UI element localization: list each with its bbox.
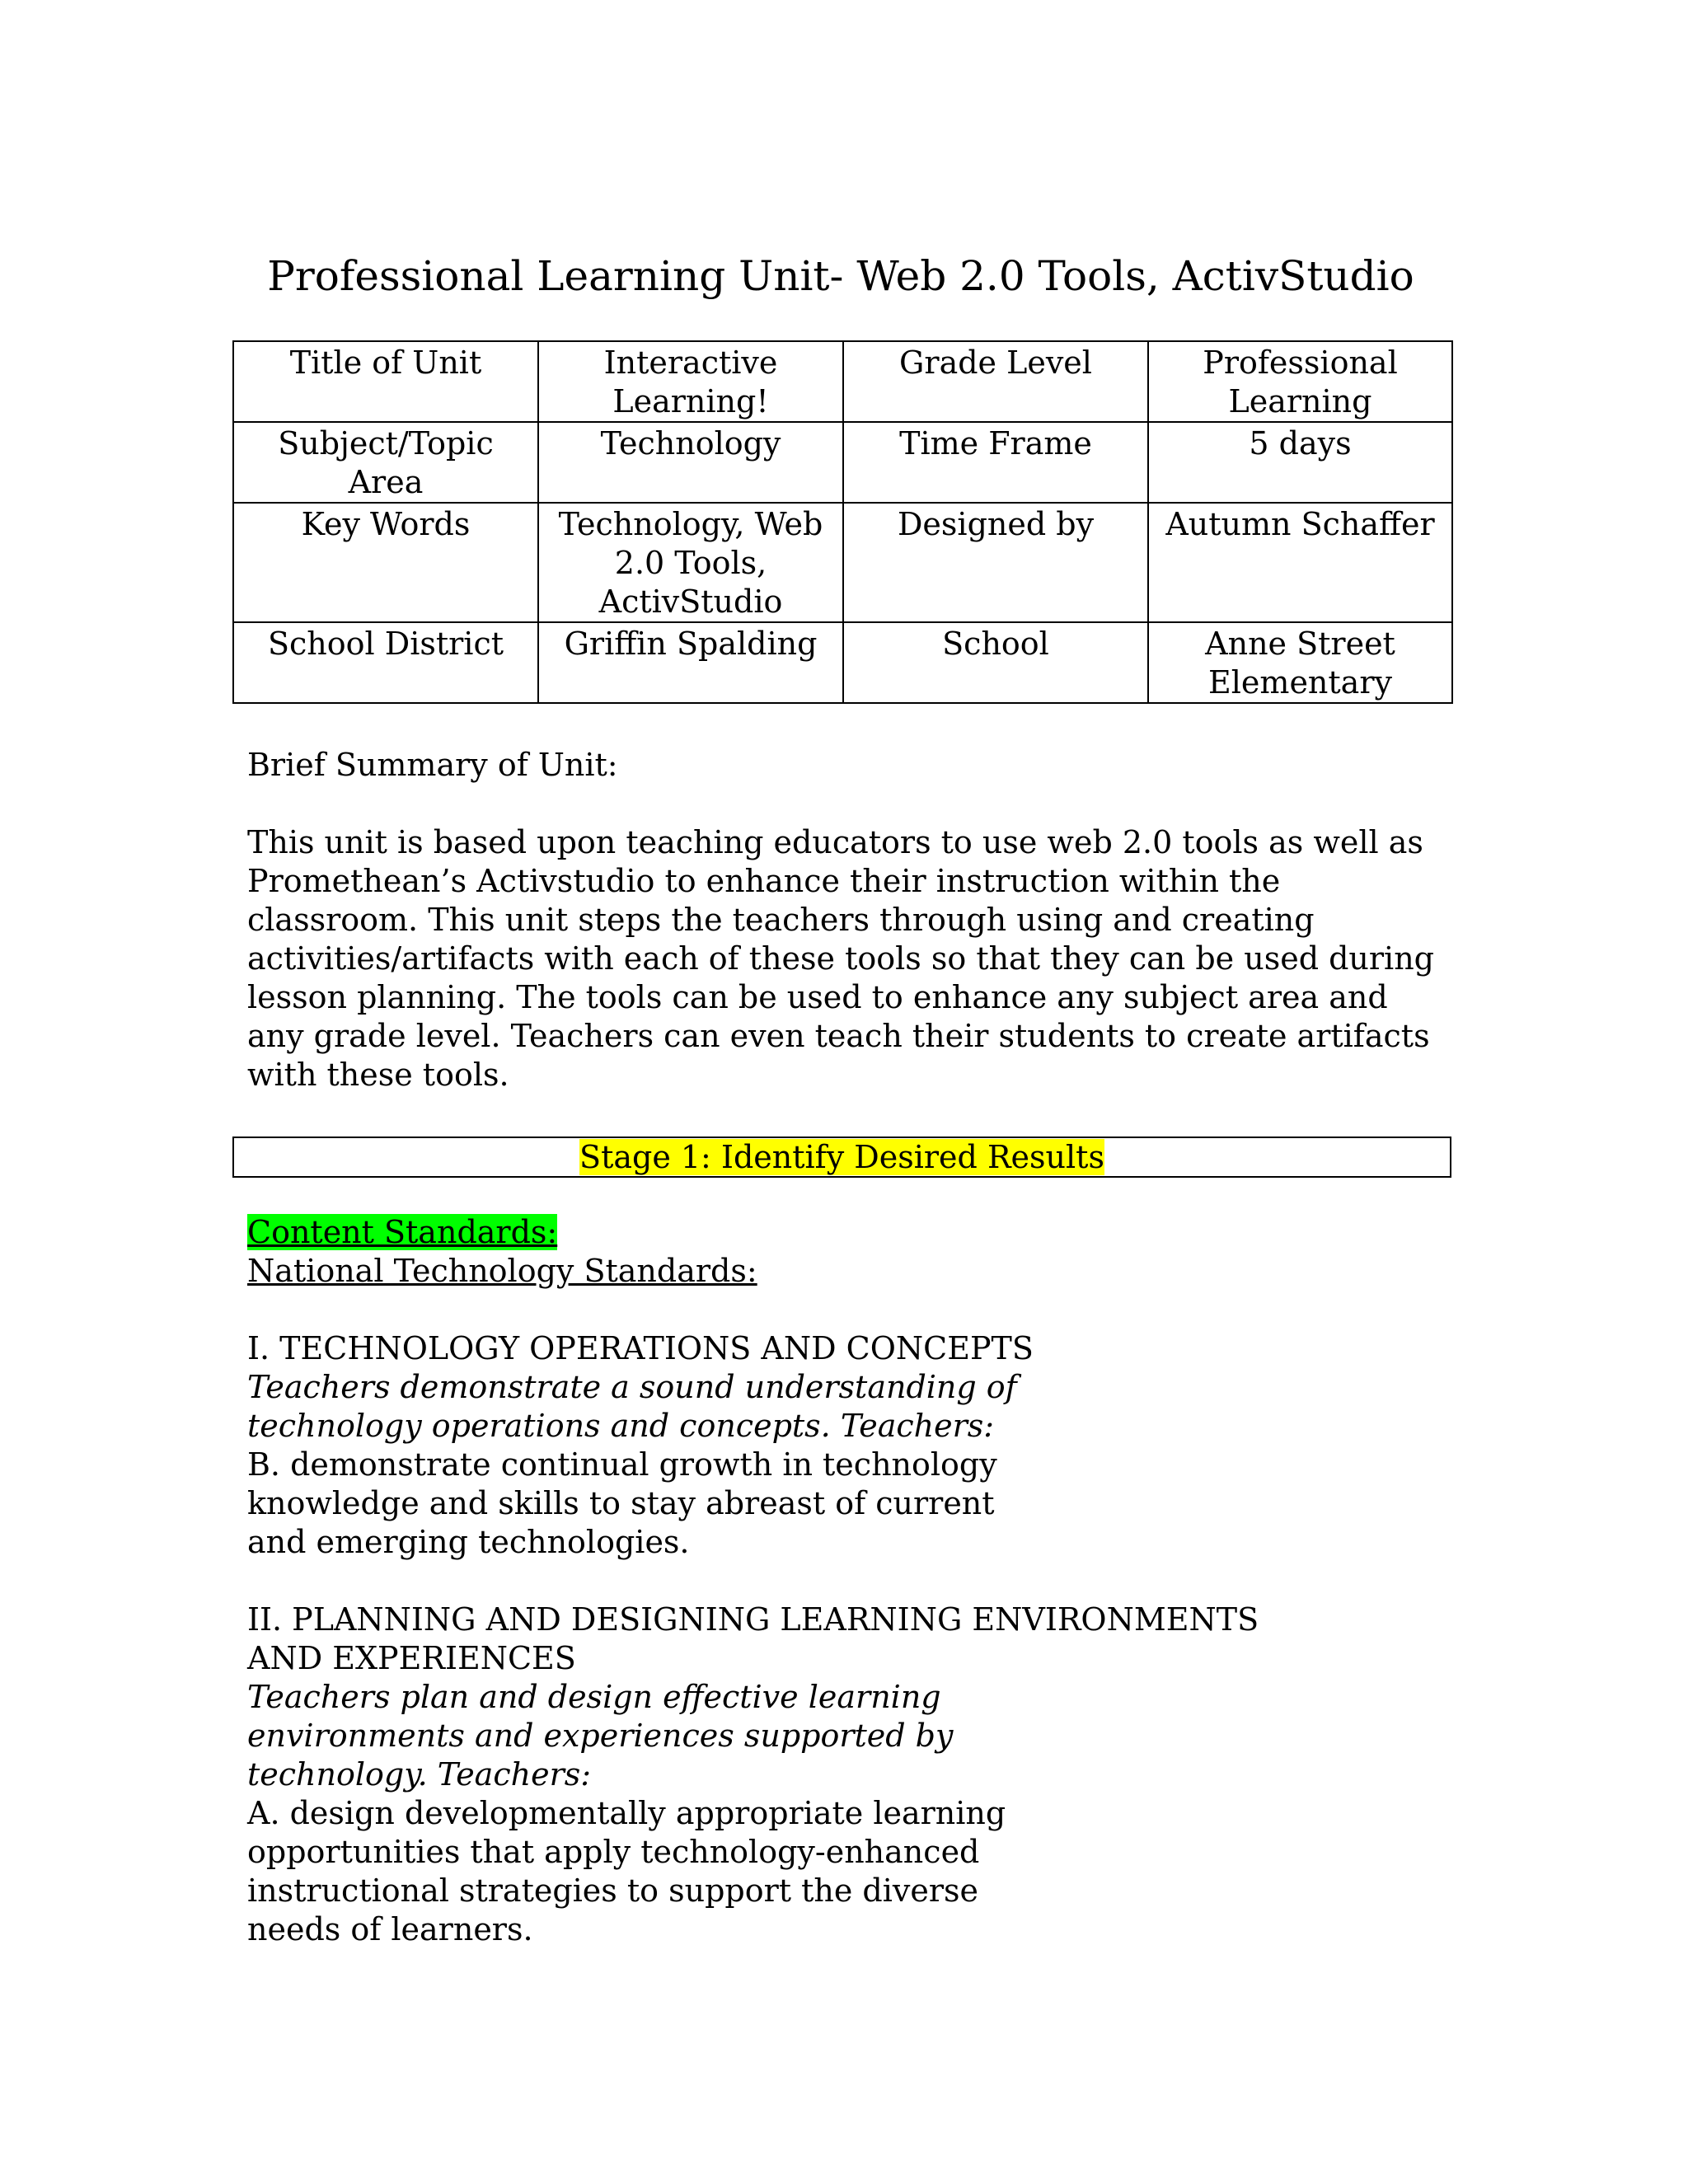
table-cell: Autumn Schaffer [1148,503,1452,622]
section-item: needs of learners. [247,1911,533,1947]
standards-section [247,1329,1319,1562]
table-cell: School District [233,622,538,703]
section-intro: Teachers plan and design effective learning [247,1679,941,1715]
section-item: instructional strategies to support the diverse [247,1872,979,1909]
table-cell: Professional Learning [1148,341,1452,422]
section-item: B. demonstrate continual growth in technology [247,1446,997,1483]
table-cell: Interactive Learning! [538,341,843,422]
section-heading: II. PLANNING AND DESIGNING LEARNING ENVIRONMENTS [247,1601,1259,1638]
stage-heading-box [232,1137,1451,1178]
section-heading: AND EXPERIENCES [247,1640,576,1676]
document-title: Professional Learning Unit- Web 2.0 Tools, ActivStudio [267,252,1414,300]
table-cell: Title of Unit [233,341,538,422]
section-intro: technology operations and concepts. Teachers: [247,1408,995,1444]
summary-label: Brief Summary of Unit: [247,747,618,783]
stage-heading: Stage 1: Identify Desired Results [579,1139,1104,1175]
content-standards-text: Content Standards: [247,1214,558,1250]
table-cell: Griffin Spalding [538,622,843,703]
section-intro: technology. Teachers: [247,1756,592,1793]
table-cell: 5 days [1148,422,1452,503]
national-standards-label: National Technology Standards: [247,1253,757,1289]
table-row [233,341,1452,422]
table-cell: Time Frame [843,422,1148,503]
unit-info-table [232,340,1453,704]
table-cell: Anne Street Elementary [1148,622,1452,703]
section-item: and emerging technologies. [247,1524,690,1560]
section-heading: I. TECHNOLOGY OPERATIONS AND CONCEPTS [247,1330,1034,1366]
section-item: knowledge and skills to stay abreast of current [247,1485,995,1521]
section-item: A. design developmentally appropriate learning [247,1795,1006,1831]
table-row [233,622,1452,703]
table-cell: Key Words [233,503,538,622]
summary-text: This unit is based upon teaching educators to use web 2.0 tools as well as Promethean’s Activstudio to enhance their instruction within the classroom. This unit steps the teachers through using and creating activities/artifacts with each of these tools so that they can be used during lesson planning. The tools can be used to enhance any subject area and any grade level. Teachers can even teach their students to create artifacts with these tools. [247,824,1435,1093]
content-standards-label [247,1213,557,1252]
table-row [233,422,1452,503]
standards-section [247,1601,1401,1949]
table-cell: Grade Level [843,341,1148,422]
table-cell: Technology, Web 2.0 Tools, ActivStudio [538,503,843,622]
section-intro: environments and experiences supported by [247,1718,954,1754]
table-cell: Subject/Topic Area [233,422,538,503]
section-item: opportunities that apply technology-enhanced [247,1834,980,1870]
table-cell: Technology [538,422,843,503]
table-cell: School [843,622,1148,703]
table-cell: Designed by [843,503,1148,622]
table-row [233,503,1452,622]
section-intro: Teachers demonstrate a sound understanding of [247,1369,1017,1405]
